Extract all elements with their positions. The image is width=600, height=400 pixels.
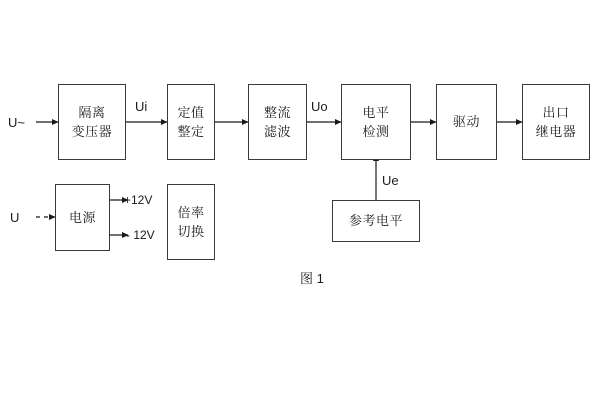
block-rectifier-filter bbox=[248, 84, 307, 160]
block-line: 参考电平 bbox=[348, 213, 403, 229]
label-supply-plus-12v: +12V bbox=[124, 193, 153, 207]
label-signal-ue: Ue bbox=[382, 173, 399, 188]
label-input-u-dc: U bbox=[10, 210, 20, 225]
label-supply-minus-12v: - 12V bbox=[126, 228, 155, 242]
block-power-supply bbox=[55, 184, 110, 251]
block-line: 滤波 bbox=[263, 124, 291, 139]
block-line: 变压器 bbox=[71, 124, 113, 139]
label-input-u-ac: U~ bbox=[8, 115, 25, 130]
block-output-relay bbox=[522, 84, 590, 160]
block-line: 定值 bbox=[177, 104, 205, 120]
block-line: 倍率 bbox=[177, 204, 205, 220]
block-multiplier-switch bbox=[167, 184, 215, 260]
block-line: 检测 bbox=[362, 124, 390, 139]
block-line: 出口 bbox=[542, 104, 570, 120]
figure-caption: 图 1 bbox=[300, 271, 324, 286]
block-level-detection bbox=[341, 84, 411, 160]
block-line: 驱动 bbox=[452, 114, 480, 130]
block-reference-level bbox=[332, 200, 420, 242]
block-line: 电平 bbox=[362, 104, 390, 120]
block-line: 隔离 bbox=[78, 104, 106, 120]
block-fixed-value-setting bbox=[167, 84, 215, 160]
label-signal-uo: Uo bbox=[311, 99, 328, 114]
block-line: 切换 bbox=[177, 224, 205, 239]
block-drive bbox=[436, 84, 497, 160]
block-line: 整定 bbox=[177, 124, 205, 139]
block-line: 继电器 bbox=[535, 124, 577, 139]
block-line: 电源 bbox=[68, 209, 96, 225]
block-isolation-transformer bbox=[58, 84, 126, 160]
block-line: 整流 bbox=[263, 104, 291, 120]
label-signal-ui: Ui bbox=[135, 99, 148, 114]
